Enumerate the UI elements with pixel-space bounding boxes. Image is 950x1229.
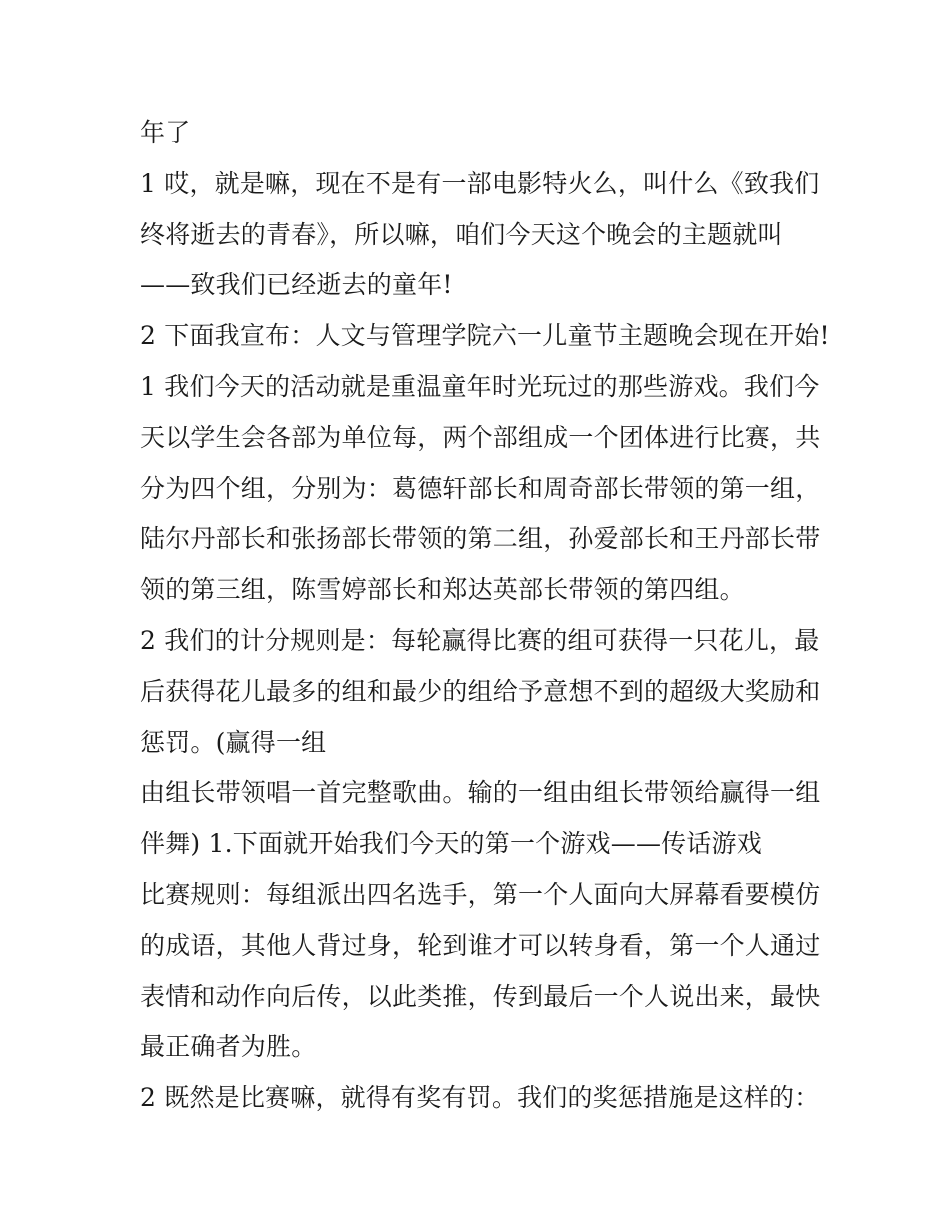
text-line: 2 既然是比赛嘛，就得有奖有罚。我们的奖惩措施是这样的： — [140, 1083, 820, 1113]
text-line: 终将逝去的青春》，所以嘛，咱们今天这个晚会的主题就叫 — [140, 219, 783, 249]
text-line: 2 下面我宣布：人文与管理学院六一儿童节主题晚会现在开始! — [140, 321, 830, 351]
text-line: 表情和动作向后传，以此类推，传到最后一个人说出来，最快 — [140, 981, 821, 1011]
text-line: 天以学生会各部为单位每，两个部组成一个团体进行比赛，共 — [140, 422, 821, 452]
text-line: 伴舞) 1.下面就开始我们今天的第一个游戏——传话游戏 — [140, 829, 762, 859]
text-line: 由组长带领唱一首完整歌曲。输的一组由组长带领给赢得一组 — [140, 778, 821, 808]
text-line: 领的第三组，陈雪婷部长和郑达英部长带领的第四组。 — [140, 575, 745, 605]
text-line: 最正确者为胜。 — [140, 1032, 317, 1062]
text-line: 陆尔丹部长和张扬部长带领的第二组，孙爱部长和王丹部长带 — [140, 524, 821, 554]
text-line: 惩罚。(赢得一组 — [140, 727, 327, 757]
text-line: 后获得花儿最多的组和最少的组给予意想不到的超级大奖励和 — [140, 676, 821, 706]
text-line: 1 哎，就是嘛，现在不是有一部电影特火么，叫什么《致我们 — [140, 168, 820, 198]
text-line: 2 我们的计分规则是：每轮赢得比赛的组可获得一只花儿，最 — [140, 625, 820, 655]
text-line: 1 我们今天的活动就是重温童年时光玩过的那些游戏。我们今 — [140, 371, 820, 401]
text-line: 年了 — [140, 118, 191, 147]
text-line: 分为四个组，分别为：葛德轩部长和周奇部长带领的第一组， — [140, 473, 821, 503]
text-line: 的成语，其他人背过身，轮到谁才可以转身看，第一个人通过 — [140, 930, 821, 960]
text-line: 比赛规则：每组派出四名选手，第一个人面向大屏幕看要模仿 — [140, 879, 821, 909]
document-body — [140, 108, 830, 1124]
text-line: ——致我们已经逝去的童年! — [140, 270, 453, 300]
